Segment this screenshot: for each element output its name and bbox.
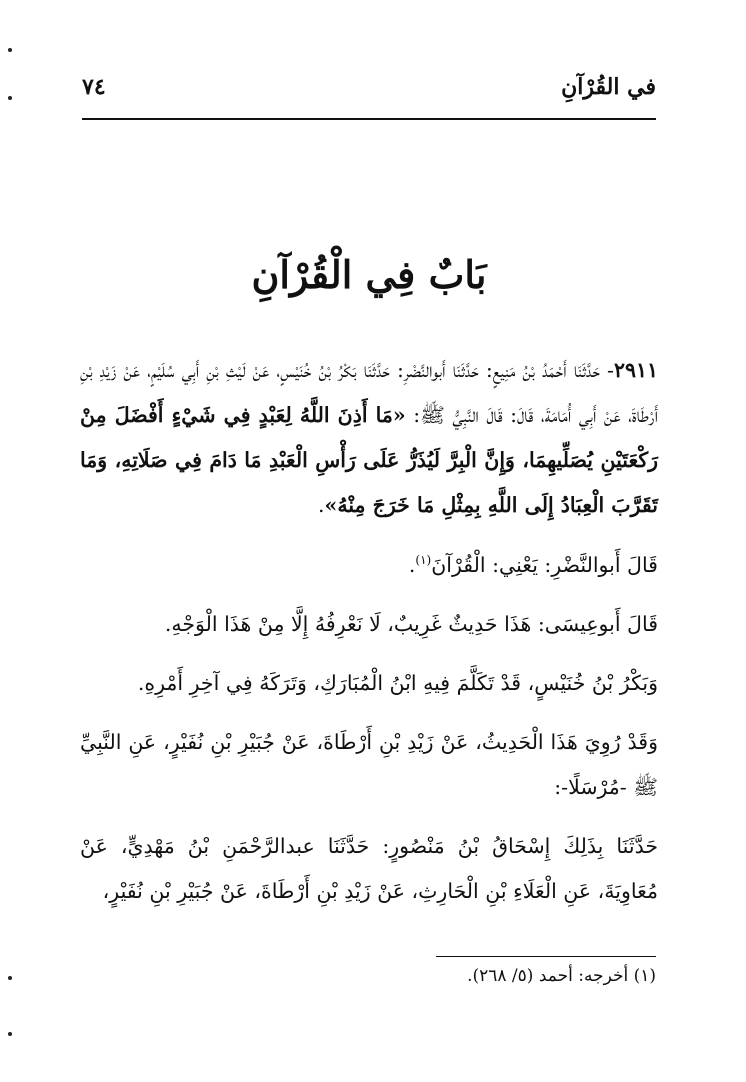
footnote-reference: (١) [415, 553, 432, 567]
chain-paragraph: حَدَّثَنَا بِذَلِكَ إِسْحَاقُ بْنُ مَنْصُورٍ: حَدَّثَنَا عبدالرَّحْمَنِ بْنُ مَهْدِيٍّ، عَنْ مُعَاوِيَةَ، عَنِ الْعَلَاءِ بْنِ الْحَارِثِ، عَنْ زَيْدِ بْنِ أَرْطَاةَ، عَنْ جُبَيْرِ بْنِ نُفَيْرٍ، [80, 833, 658, 903]
scan-artifact [8, 96, 12, 100]
narrator-note-paragraph: وَبَكْرُ بْنُ خُنَيْسٍ، قَدْ تَكَلَّمَ فِيهِ ابْنُ الْمُبَارَكِ، وَتَرَكَهُ فِي آخِرِ أَمْرِهِ. [137, 670, 658, 695]
grading-paragraph: قَالَ أَبوعِيسَى: هَذَا حَدِيثٌ غَرِيبٌ، لَا نَعْرِفُهُ إِلَّا مِنْ هَذَا الْوَجْهِ. [164, 611, 658, 636]
footnote: (١) أخرجه: أحمد (٥/ ٢٦٨). [467, 966, 656, 986]
hadith-end: . [318, 493, 325, 517]
running-title: في القُرْآنِ [561, 74, 656, 100]
hadith-number: ٢٩١١ [613, 358, 658, 382]
footnote-divider [436, 956, 656, 957]
hadith-paragraph [80, 348, 658, 528]
commentary-paragraph [80, 538, 658, 588]
commentary-text: قَالَ أَبوالنَّضْرِ: يَعْنِي: الْقُرْآنَ [431, 552, 658, 577]
hadith-isnad: - حَدَّثَنَا أَحْمَدُ بْنُ مَنِيعٍ: حَدَّثَنَا أَبوالنَّضْرِ: حَدَّثَنَا بَكْرُ بْنُ خُنَيْسٍ، عَنْ لَيْثِ بْنِ أَبِي سُلَيْمٍ، عَنْ زَيْدِ بْنِ أَرْطَاةَ، عَنْ أَبِي أُمَامَةَ، قَالَ: قَالَ النَّبِيُّ ﷺ: [80, 358, 658, 427]
mursal-paragraph: وَقَدْ رُوِيَ هَذَا الْحَدِيثُ، عَنْ زَيْدِ بْنِ أَرْطَاةَ، عَنْ جُبَيْرِ بْنِ نُفَيْرٍ، عَنِ النَّبِيِّ ﷺ -مُرْسَلًا-: [80, 729, 658, 799]
scan-artifact [8, 976, 12, 980]
main-text [80, 348, 658, 928]
scan-artifact [8, 1032, 12, 1036]
header-divider [82, 118, 656, 120]
scan-artifact [8, 48, 12, 52]
hadith-matn: «مَا أَذِنَ اللَّهُ لِعَبْدٍ فِي شَيْءٍ أَفْضَلَ مِنْ رَكْعَتَيْنِ يُصَلِّيهِمَا، وَإِنَّ الْبِرَّ لَيُذَرُّ عَلَى رَأْسِ الْعَبْدِ مَا دَامَ فِي صَلَاتِهِ، وَمَا تَقَرَّبَ الْعِبَادُ إِلَى اللَّهِ بِمِثْلِ مَا خَرَجَ مِنْهُ» [80, 403, 658, 517]
page-number: ٧٤ [82, 74, 106, 100]
commentary-end: . [408, 552, 416, 577]
chapter-title: بَابٌ فِي الْقُرْآنِ [251, 252, 487, 297]
page-header [82, 74, 656, 114]
